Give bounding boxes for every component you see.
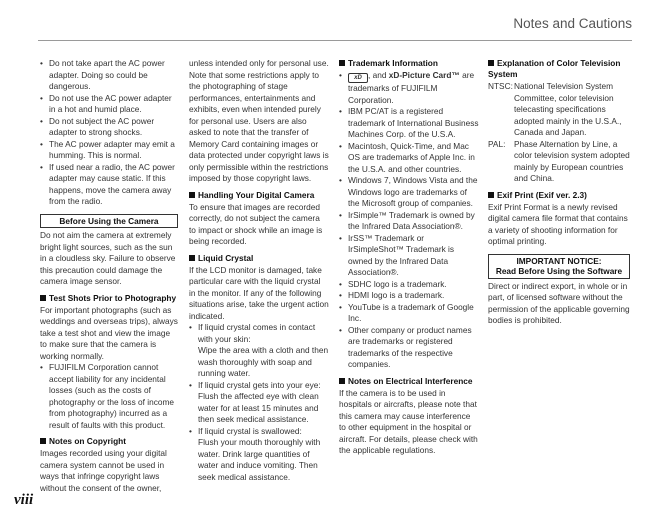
list-item: • SDHC logo is a trademark. — [339, 279, 479, 291]
copyright-heading: Notes on Copyright — [40, 436, 178, 447]
page-header-title: Notes and Cautions — [513, 16, 632, 31]
column-2 — [189, 58, 329, 483]
square-bullet-icon — [189, 255, 195, 261]
handling-text: To ensure that images are recorded correctly, do not subject the camera to impact or shock while an image is being recorded. — [189, 201, 323, 246]
ntsc-definition: NTSC: National Television System Committee, color television telecasting specifications adopted mainly in the U.S.A., Canada and Japan. — [488, 81, 622, 137]
trademark-heading: Trademark Information — [339, 58, 479, 69]
list-item: • YouTube is a trademark of Google Inc. — [339, 302, 479, 325]
list-item: • Do not take apart the AC power adapter. Doing so could be dangerous. — [40, 58, 178, 93]
list-item: • xD , and xD-Picture Card™ are trademarks of FUJIFILM Corporation. — [339, 70, 479, 106]
square-bullet-icon — [339, 60, 345, 66]
important-notice-text: Direct or indirect export, in whole or in part, of licensed software without the permission of the applicable governing bodies is prohibited. — [488, 280, 630, 325]
column-4 — [488, 58, 630, 327]
list-item: • The AC power adapter may emit a humming. This is normal. — [40, 139, 178, 162]
list-item: • HDMI logo is a trademark. — [339, 290, 479, 302]
list-item: • If liquid crystal gets into your eye: Flush the affected eye with clean water for at least 15 minutes and then seek medical assistance. — [189, 380, 329, 426]
square-bullet-icon — [488, 192, 494, 198]
electrical-interference-text: If the camera is to be used in hospitals or aircrafts, please note that this camera may cause interference to other equipment in the hospital or aircraft. For details, please check with the applicable regulations. — [339, 387, 478, 455]
copyright-text: Images recorded using your digital camera system cannot be used in ways that infringe copyright laws without the consent of the owner, — [40, 448, 167, 493]
electrical-interference-heading: Notes on Electrical Interference — [339, 376, 479, 387]
list-item: • If used near a radio, the AC power adapter may cause static. If this happens, move the camera away from the radio. — [40, 162, 178, 208]
ac-adapter-list — [40, 58, 178, 208]
page-number: viii — [14, 492, 34, 508]
copyright-text-continued: unless intended only for personal use. Note that some restrictions apply to the photographing of stage performances, entertainments and exhibits, even when intended purely for personal use. Users are also asked to note that the transfer of Memory Card containing images or data protected under copyright laws is only permissible within the restrictions imposed by those copyright laws. — [189, 58, 329, 183]
pal-definition: PAL: Phase Alternation by Line, a color television system adopted mainly by European countries and China. — [488, 138, 630, 183]
list-item: • IrSimple™ Trademark is owned by the Infrared Data Association®. — [339, 210, 479, 233]
square-bullet-icon — [40, 295, 46, 301]
liquid-crystal-text: If the LCD monitor is damaged, take particular care with the liquid crystal in the monitor. If any of the following situations arise, take the urgent action indicated. — [189, 264, 329, 321]
list-item: • If liquid crystal comes in contact with your skin: Wipe the area with a cloth and then wash thoroughly with soap and running water. — [189, 322, 329, 380]
before-using-heading: Before Using the Camera — [40, 214, 178, 229]
list-item: • Other company or product names are trademarks or registered trademarks of the respective companies. — [339, 325, 479, 371]
list-item: • If liquid crystal is swallowed: Flush your mouth thoroughly with water. Drink large quantities of water and induce vomiting. Then seek medical assistance. — [189, 426, 329, 484]
exif-text: Exif Print Format is a newly revised digital camera file format that contains a variety of shooting information for optimal printing. — [488, 201, 628, 246]
important-notice-heading: IMPORTANT NOTICE: Read Before Using the Software — [488, 254, 630, 279]
xd-logo-icon: xD — [348, 73, 368, 83]
list-item: • Do not subject the AC power adapter to strong shocks. — [40, 116, 178, 139]
list-item: • IBM PC/AT is a registered trademark of International Business Machines Corp. of the U.S.A. — [339, 106, 479, 141]
header-rule — [38, 40, 632, 41]
liquid-crystal-heading: Liquid Crystal — [189, 253, 329, 264]
square-bullet-icon — [488, 60, 494, 66]
color-tv-heading: Explanation of Color Television System — [488, 58, 621, 79]
test-shots-heading: Test Shots Prior to Photography — [40, 293, 178, 304]
list-item: • Do not use the AC power adapter in a hot and humid place. — [40, 93, 178, 116]
square-bullet-icon — [40, 438, 46, 444]
square-bullet-icon — [189, 192, 195, 198]
square-bullet-icon — [339, 378, 345, 384]
list-item: • IrSS™ Trademark or IrSimpleShot™ Trademark is owned by the Infrared Data Association®. — [339, 233, 479, 279]
list-item: • Macintosh, Quick-Time, and Mac OS are trademarks of Apple Inc. in the U.S.A. and other countries. — [339, 141, 479, 176]
list-item: • Windows 7, Windows Vista and the Windows logo are trademarks of the Microsoft group of companies. — [339, 175, 479, 210]
exif-heading: Exif Print (Exif ver. 2.3) — [488, 190, 630, 201]
column-3 — [339, 58, 479, 457]
list-item: • FUJIFILM Corporation cannot accept liability for any incidental losses (such as the costs of photography or the loss of income from photography) incurred as a result of faults with this product. — [40, 362, 178, 431]
before-using-text: Do not aim the camera at extremely bright light sources, such as the sun in a cloudless sky. Failure to observe this precaution could damage the camera image sensor. — [40, 230, 176, 286]
column-1 — [40, 58, 178, 494]
test-shots-text: For important photographs (such as weddings and overseas trips), always take a test shot and view the image to make sure that the camera is working normally. — [40, 304, 178, 361]
handling-heading: Handling Your Digital Camera — [189, 190, 329, 201]
